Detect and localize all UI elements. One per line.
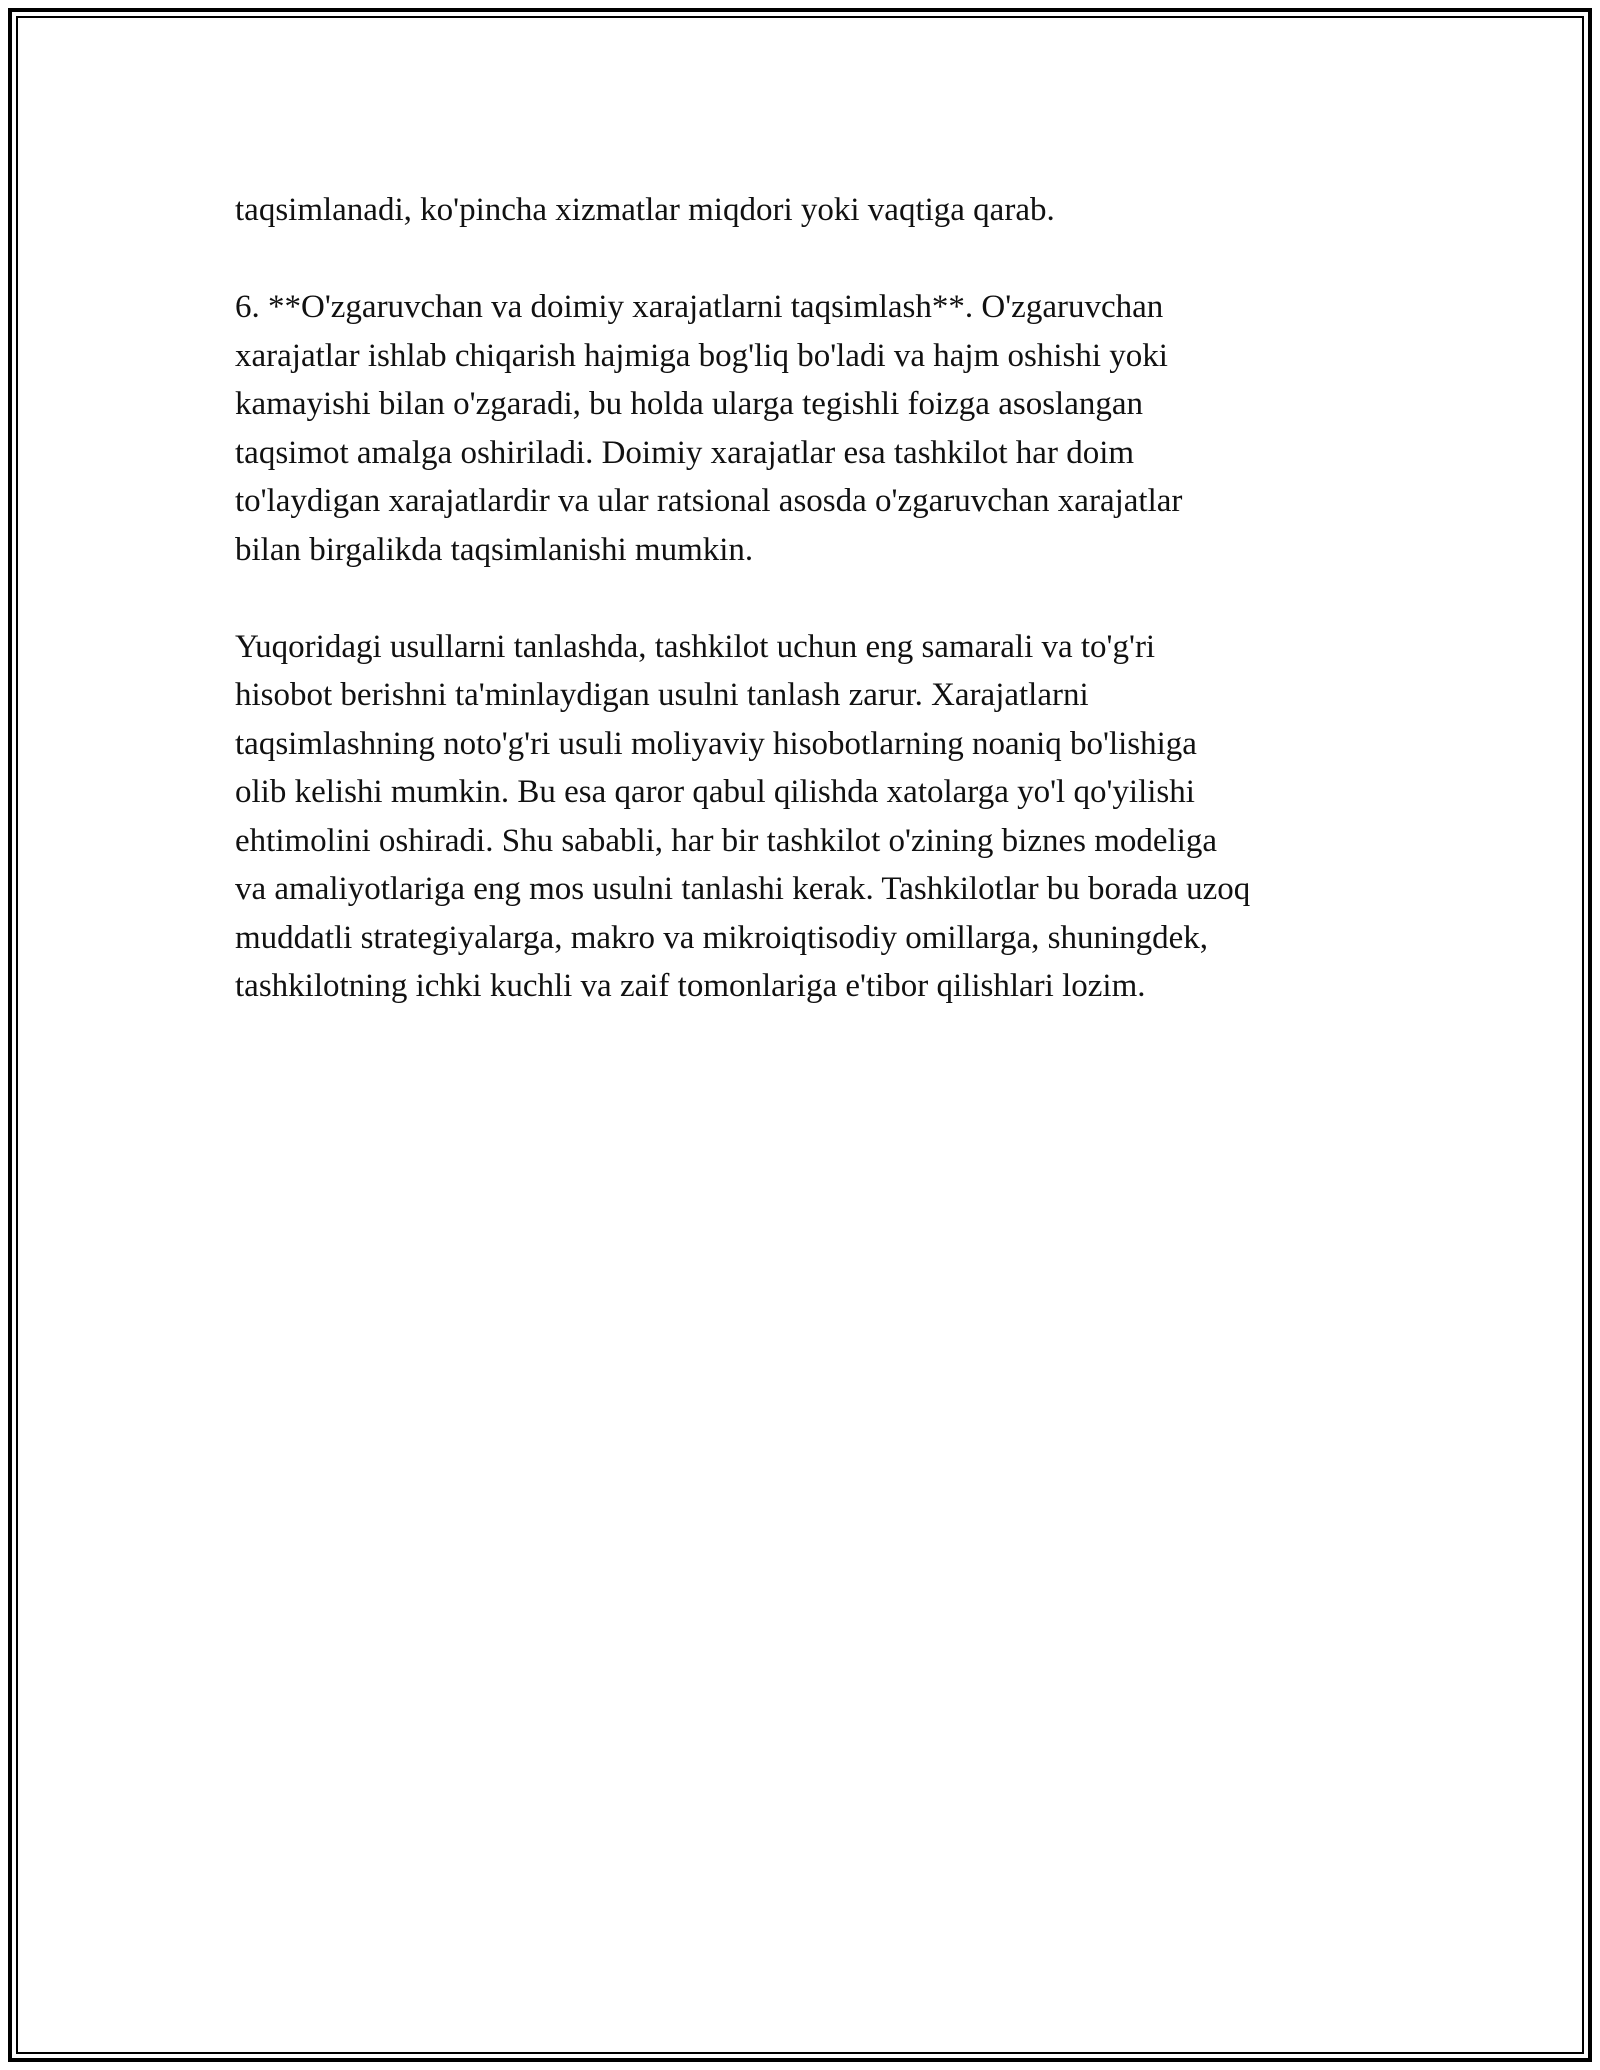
text-line: muddatli strategiyalarga, makro va mikroiqtisodiy omillarga, shuningdek, <box>235 919 1209 956</box>
text-line: taqsimlashning noto'g'ri usuli moliyaviy hisobotlarning noaniq bo'lishiga <box>235 725 1197 762</box>
text-line: to'laydigan xarajatlardir va ular ratsional asosda o'zgaruvchan xarajatlar <box>235 483 1183 519</box>
text-line: hisobot berishni ta'minlaydigan usulni tanlash zarur. Xarajatlarni <box>235 677 1089 713</box>
text-line: olib kelishi mumkin. Bu esa qaror qabul qilishda xatolarga yo'l qo'yilishi <box>235 774 1195 810</box>
paragraph-continuation <box>235 186 1395 235</box>
text-line: ehtimolini oshiradi. Shu sababli, har bir tashkilot o'zining biznes modeliga <box>235 822 1218 859</box>
text-line: xarajatlar ishlab chiqarish hajmiga bog'liq bo'ladi va hajm oshishi yoki <box>235 337 1168 374</box>
text-line: kamayishi bilan o'zgaradi, bu holda ularga tegishli foizga asoslangan <box>235 386 1143 422</box>
document-body <box>235 186 1395 1059</box>
paragraph-conclusion <box>235 623 1395 1011</box>
text-line: Yuqoridagi usullarni tanlashda, tashkilot uchun eng samarali va to'g'ri <box>235 628 1156 665</box>
text-line: tashkilotning ichki kuchli va zaif tomonlariga e'tibor qilishlari lozim. <box>235 968 1146 1004</box>
text-line: taqsimlanadi, ko'pincha xizmatlar miqdori yoki vaqtiga qarab. <box>235 192 1055 228</box>
paragraph-item-6 <box>235 283 1395 574</box>
text-line: va amaliyotlariga eng mos usulni tanlashi kerak. Tashkilotlar bu borada uzoq <box>235 871 1251 907</box>
text-line: taqsimot amalga oshiriladi. Doimiy xarajatlar esa tashkilot har doim <box>235 434 1135 471</box>
text-line: 6. **O'zgaruvchan va doimiy xarajatlarni taqsimlash**. O'zgaruvchan <box>235 289 1164 325</box>
text-line: bilan birgalikda taqsimlanishi mumkin. <box>235 531 754 568</box>
